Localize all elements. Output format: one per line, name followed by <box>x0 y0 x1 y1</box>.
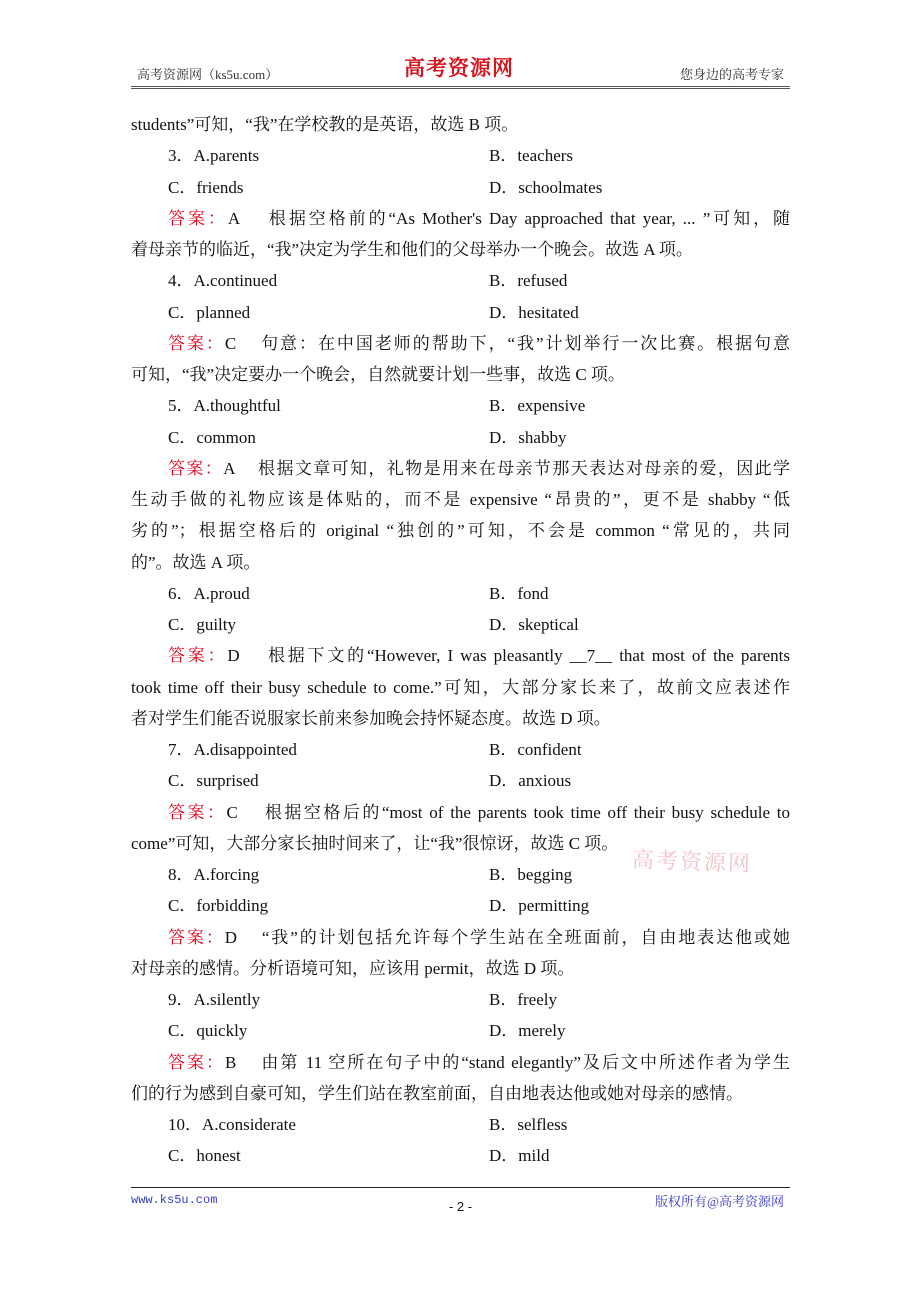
header-site-name: 高考资源网（ks5u.com） <box>137 67 279 82</box>
option-c: C．common <box>168 427 256 447</box>
blank-7: __7__ <box>569 646 613 666</box>
question-6-options-row1 <box>131 578 790 609</box>
answer-8 <box>131 922 790 953</box>
question-10-options-row1 <box>131 1109 790 1140</box>
option-c: C．honest <box>168 1146 241 1166</box>
answer-key: B <box>225 1052 237 1072</box>
option-a: 3．A.parents <box>168 146 260 166</box>
option-c: C．surprised <box>168 771 259 791</box>
answer-5 <box>131 453 790 484</box>
answer-6-cont: took time off their busy schedule to come.”可知，大部分家长来了，故前文应表述作 <box>131 677 790 697</box>
answer-key: D <box>227 646 240 666</box>
footer-copyright: 版权所有@高考资源网 <box>655 1194 784 1209</box>
question-5-options-row2 <box>131 422 790 453</box>
option-a: 4．A.continued <box>168 271 278 291</box>
option-b: B．selfless <box>489 1115 568 1134</box>
answer-text: 根据文章可知，礼物是用来在母亲节那天表达对母亲的爱，因此学 <box>258 458 791 478</box>
answer-label: 答案： <box>168 646 228 666</box>
option-c: C．forbidding <box>168 896 269 916</box>
header-slogan: 您身边的高考专家 <box>679 67 784 82</box>
answer-label: 答案： <box>168 208 228 228</box>
answer-key: D <box>224 927 238 947</box>
answer-key: C <box>224 333 237 353</box>
option-a: 9．A.silently <box>168 990 261 1009</box>
option-d: D．hesitated <box>489 302 579 322</box>
answer-4-cont: 可知，“我”决定要办一个晚会，自然就要计划一些事，故选 C 项。 <box>131 365 625 384</box>
answer-label: 答案： <box>168 927 225 947</box>
answer-5-cont: 劣的”；根据空格后的 original “独创的”可知，不会是 common “常见的，共同 <box>131 521 790 541</box>
question-7-options-row1 <box>131 734 790 765</box>
answer-9-cont: 们的行为感到自豪可知，学生们站在教室前面，自由地表达他或她对母亲的感情。 <box>131 1083 743 1103</box>
option-a: 7．A.disappointed <box>168 740 297 759</box>
answer-5-cont: 的”。故选 A 项。 <box>131 552 261 572</box>
option-c: C．guilty <box>168 615 237 634</box>
answer-text: 由第 11 空所在句子中的“stand elegantly”及后文中所述作者为学生 <box>261 1052 791 1072</box>
answer-8-cont: 对母亲的感情。分析语境可知，应该用 permit，故选 D 项。 <box>131 958 575 978</box>
text-line: students”可知，“我”在学校教的是英语，故选 B 项。 <box>131 115 519 134</box>
option-d: D．mild <box>489 1146 550 1166</box>
question-8-options-row2 <box>131 890 790 921</box>
answer-key: C <box>226 802 238 822</box>
footer-site-link[interactable]: www.ks5u.com <box>131 1193 218 1207</box>
question-6-options-row2 <box>131 609 790 640</box>
question-9-options-row1 <box>131 984 790 1015</box>
answer-label: 答案： <box>168 333 225 353</box>
option-c: C．planned <box>168 302 251 322</box>
answer-label: 答案： <box>168 458 224 478</box>
option-a: 6．A.proud <box>168 583 250 603</box>
option-b: B．begging <box>489 865 573 884</box>
page-number: - 2 - <box>448 1199 473 1214</box>
header-logo: 高考资源网 <box>404 55 514 80</box>
question-4-options-row2 <box>131 297 790 328</box>
answer-3-cont: 着母亲节的临近，“我”决定为学生和他们的父母举办一个晚会。故选 A 项。 <box>131 240 693 259</box>
option-c: C．friends <box>168 177 244 197</box>
option-d: D．schoolmates <box>489 177 603 197</box>
watermark: 高考资源网 <box>631 846 753 877</box>
answer-text: “我”的计划包括允许每个学生站在全班面前，自由地表达他或她 <box>261 927 791 947</box>
answer-key: A <box>223 458 236 478</box>
option-a: 10．A.considerate <box>168 1115 296 1134</box>
answer-text: that most of the parents <box>612 646 790 666</box>
answer-label: 答案： <box>168 1052 226 1072</box>
option-b: B．teachers <box>489 146 574 166</box>
answer-key: A <box>227 208 241 228</box>
question-10-options-row2 <box>131 1140 790 1171</box>
answer-5-cont: 生动手做的礼物应该是体贴的，而不是 expensive “昂贵的”，更不是 shabby “低 <box>131 490 790 509</box>
option-d: D．permitting <box>489 896 590 916</box>
answer-3 <box>131 203 790 234</box>
option-d: D．shabby <box>489 427 567 447</box>
answer-text: 句意：在中国老师的帮助下，“我”计划举行一次比赛。根据句意 <box>261 333 791 353</box>
option-b: B．freely <box>489 990 557 1009</box>
question-5-options-row1 <box>131 390 790 421</box>
answer-4 <box>131 328 790 359</box>
question-4-options-row1 <box>131 265 790 296</box>
option-d: D．anxious <box>489 771 572 791</box>
answer-9 <box>131 1047 790 1078</box>
question-3-options-row1 <box>131 140 790 171</box>
answer-label: 答案： <box>168 802 227 822</box>
answer-7 <box>131 797 790 828</box>
question-7-options-row2 <box>131 765 790 796</box>
option-c: C．quickly <box>168 1021 248 1041</box>
answer-6 <box>131 640 790 671</box>
option-b: B．fond <box>489 583 549 603</box>
option-a: 5．A.thoughtful <box>168 396 281 416</box>
answer-7-cont: come”可知，大部分家长抽时间来了，让“我”很惊讶，故选 C 项。 <box>131 833 619 853</box>
answer-text: 根据空格前的“As Mother's Day approached that year, ... ”可知，随 <box>268 208 791 228</box>
option-b: B．refused <box>489 271 568 291</box>
answer-text: 根据下文的“However, I was pleasantly <box>267 646 570 666</box>
option-d: D．merely <box>489 1021 566 1041</box>
answer-text: 根据空格后的“most of the parents took time off their busy schedule to <box>264 802 791 822</box>
option-b: B．expensive <box>489 396 586 416</box>
answer-6-cont: 者对学生们能否说服家长前来参加晚会持怀疑态度。故选 D 项。 <box>131 708 611 728</box>
option-a: 8．A.forcing <box>168 865 260 884</box>
option-b: B．confident <box>489 740 582 759</box>
question-9-options-row2 <box>131 1015 790 1046</box>
option-d: D．skeptical <box>489 615 579 634</box>
page-footer <box>131 1187 790 1214</box>
question-3-options-row2 <box>131 172 790 203</box>
document-body <box>131 109 790 1172</box>
